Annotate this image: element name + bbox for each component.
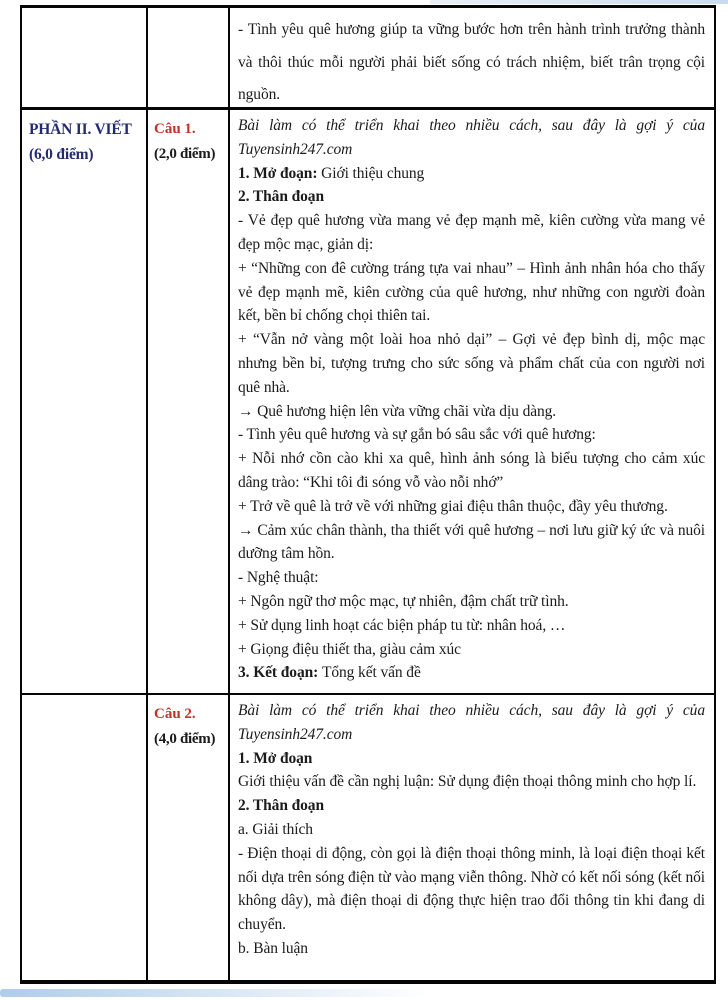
question-cell — [148, 8, 230, 107]
question-label: Câu 1. — [154, 121, 196, 137]
answer-paragraph: Giới thiệu vấn đề cần nghị luận: Sử dụng điện thoại thông minh cho hợp lí. — [238, 773, 697, 791]
question-cell — [148, 110, 230, 693]
table-row-cau-2 — [22, 693, 714, 980]
question-cell — [148, 695, 230, 980]
question-points: (4,0 điểm) — [154, 731, 216, 747]
answer-paragraph: + “Những con đê cường tráng tựa vai nhau” – Hình ảnh nhân hóa cho thấy vẻ đẹp mạnh mẽ, kiên cường của quê hương, như những con người đoàn kết, bền bỉ chống chọi thiên tai. — [238, 259, 705, 325]
answer-paragraph: 1. Mở đoạn — [238, 749, 313, 767]
answer-paragraph: + Sử dụng linh hoạt các biện pháp tu từ: nhân hoá, … — [238, 616, 566, 634]
answer-paragraph: a. Giải thích — [238, 820, 313, 838]
answer-paragraph: → Quê hương hiện lên vừa vững chãi vừa dịu dàng. — [238, 402, 557, 420]
question-points: (2,0 điểm) — [154, 146, 216, 162]
answer-paragraph: + Trở về quê là trở về với những giai điệu thân thuộc, đầy yêu thương. — [238, 497, 668, 515]
answer-paragraph: Bài làm có thể triển khai theo nhiều cách, sau đây là gợi ý của Tuyensinh247.com — [238, 117, 705, 158]
answer-paragraph: - Tình yêu quê hương và sự gắn bó sâu sắc với quê hương: — [238, 426, 596, 444]
answer-paragraph: - Nghệ thuật: — [238, 569, 319, 587]
answer-paragraph: + Ngôn ngữ thơ mộc mạc, tự nhiên, đậm chất trữ tình. — [238, 592, 569, 610]
answer-paragraph: - Điện thoại di động, còn gọi là điện thoại thông minh, là loại điện thoại kết nối dựa trên sóng điện từ vào mạng viễn thông. Nhờ có kết nối sóng (kết nối không dây), mà điện thoại di động thực hiện trao đổi thông tin khi đang di chuyển. — [238, 844, 705, 934]
question-label: Câu 2. — [154, 706, 196, 722]
answer-paragraph: - Vẻ đẹp quê hương vừa mang vẻ đẹp mạnh mẽ, kiên cường vừa mang vẻ đẹp mộc mạc, giản dị: — [238, 212, 705, 253]
answer-paragraph: → Cảm xúc chân thành, tha thiết với quê hương – nơi lưu giữ ký ức và nuôi dưỡng tâm hồn. — [238, 521, 705, 563]
section-title: PHẦN II. VIẾT — [29, 121, 132, 138]
answer-table — [20, 5, 716, 984]
scan-artifact-top — [430, 0, 728, 4]
table-row-cau-1 — [22, 107, 714, 693]
answer-paragraph: + Nỗi nhớ cồn cào khi xa quê, hình ảnh sóng là biểu tượng cho cảm xúc dâng trào: “Khi tôi đi sóng vỗ vào nỗi nhớ” — [238, 450, 705, 491]
answer-paragraph: + “Vẫn nở vàng một loài hoa nhỏ dại” – Gợi vẻ đẹp bình dị, mộc mạc nhưng bền bỉ, tượng trưng cho sức sống và phẩm chất của con người nơi quê nhà. — [238, 331, 705, 396]
answer-paragraph: b. Bàn luận — [238, 939, 308, 957]
section-cell — [22, 110, 148, 693]
answer-paragraph: 2. Thân đoạn — [238, 797, 324, 815]
table-row-previous-answer — [22, 8, 714, 107]
answer-cell — [230, 110, 714, 693]
answer-paragraph: 1. Mở đoạn: Giới thiệu chung — [238, 164, 425, 182]
answer-cell — [230, 8, 714, 107]
answer-cell — [230, 695, 714, 980]
answer-paragraph: + Giọng điệu thiết tha, giàu cảm xúc — [238, 640, 461, 658]
scan-artifact-bottom — [0, 989, 430, 997]
answer-paragraph: - Tình yêu quê hương giúp ta vững bước hơn trên hành trình trưởng thành và thôi thúc mỗi người phải biết sống có trách nhiệm, biết trân trọng cội nguồn. — [238, 21, 705, 103]
section-cell — [22, 695, 148, 980]
answer-paragraph: Bài làm có thể triển khai theo nhiều cách, sau đây là gợi ý của Tuyensinh247.com — [238, 702, 705, 743]
section-cell — [22, 8, 148, 107]
answer-paragraph: 2. Thân đoạn — [238, 188, 324, 206]
section-points: (6,0 điểm) — [29, 146, 94, 163]
answer-paragraph: 3. Kết đoạn: Tổng kết vấn đề — [238, 664, 421, 682]
